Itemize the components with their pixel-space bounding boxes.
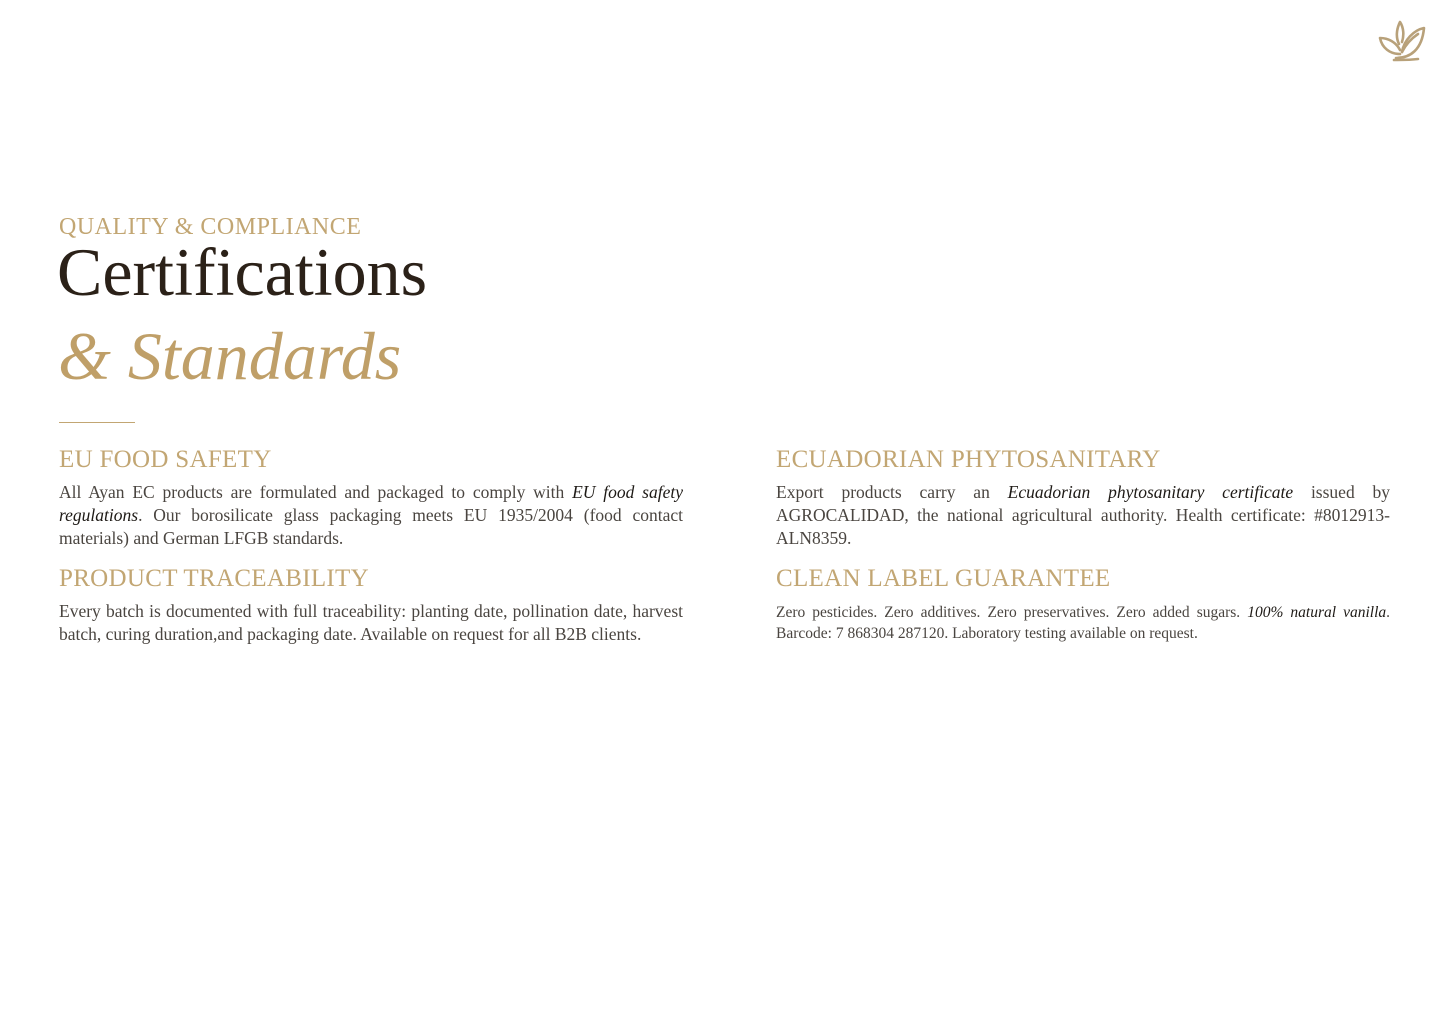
section-product-traceability [59, 564, 683, 646]
section-heading: ECUADORIAN PHYTOSANITARY [776, 446, 1161, 473]
body-text: All Ayan EC products are formulated and packaged to comply with [59, 482, 573, 502]
body-text: Export products carry an [776, 482, 1008, 502]
page-subtitle: & Standards [58, 318, 402, 394]
leaf-logo-icon [1376, 14, 1432, 64]
body-text: Zero pesticides. Zero additives. Zero preservatives. Zero added sugars. [776, 604, 1248, 621]
body-text: . Our borosilicate glass packaging meets EU 1935/2004 (food contact materials) and German LFGB standards. [59, 505, 683, 548]
section-body [776, 602, 1390, 644]
section-heading: PRODUCT TRACEABILITY [59, 565, 369, 592]
section-ecuadorian-phytosanitary [776, 445, 1390, 550]
section-eu-food-safety [59, 445, 683, 550]
title-divider [59, 422, 135, 423]
body-text: . Barcode: 7 868304 287120. Laboratory testing available on request. [776, 604, 1390, 642]
body-emphasis: Ecuadorian phytosanitary certificate [1007, 482, 1294, 502]
body-emphasis: EU food safety regulations [59, 482, 684, 525]
page-title: Certifications [57, 234, 428, 310]
section-eyebrow: QUALITY & COMPLIANCE [59, 214, 362, 240]
section-heading: EU FOOD SAFETY [59, 446, 272, 473]
section-body [59, 481, 683, 550]
section-body: Every batch is documented with full traceability: planting date, pollination date, harvest batch, curing duration,and packaging date. Available on request for all B2B clients. [59, 601, 683, 644]
section-clean-label-guarantee [776, 564, 1390, 644]
section-heading: CLEAN LABEL GUARANTEE [776, 565, 1111, 592]
body-text: issued by AGROCALIDAD, the national agricultural authority. Health certificate: #8012913-ALN8359. [776, 482, 1391, 548]
body-emphasis: 100% natural vanilla [1247, 604, 1387, 621]
section-body [776, 481, 1390, 550]
